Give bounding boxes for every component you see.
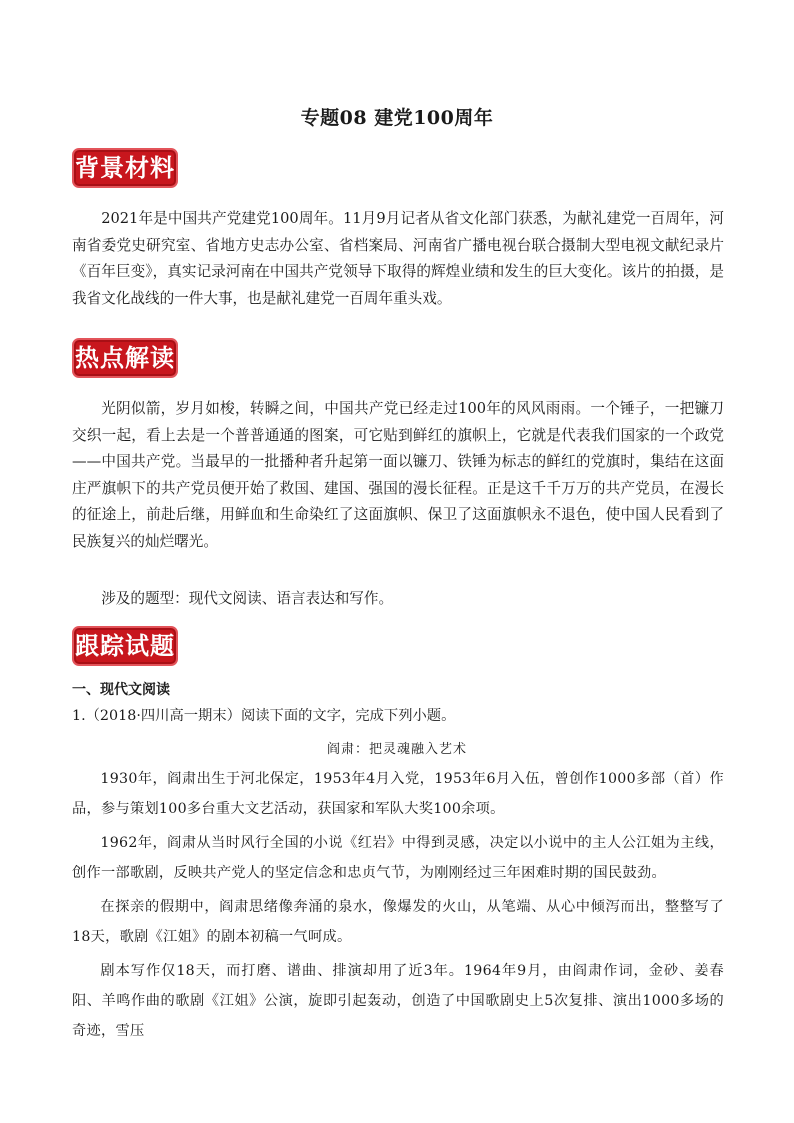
- background-banner-label: 背景材料: [75, 154, 175, 182]
- exercises-banner: [72, 626, 178, 666]
- hotspot-banner-label: 热点解读: [75, 344, 175, 372]
- hotspot-banner: [72, 338, 178, 378]
- passage-paragraph: 在探亲的假期中，阎肃思绪像奔涌的泉水，像爆发的火山，从笔端、从心中倾泻而出，整整写了18天，歌剧《江姐》的剧本初稿一气呵成。: [72, 899, 724, 945]
- hotspot-paragraph: 光阴似箭，岁月如梭，转瞬之间，中国共产党已经走过100年的风风雨雨。一个锤子，一把镰刀交织一起，看上去是一个普普通通的图案，可它贴到鲜红的旗帜上，它就是代表我们国家的一个政党——中国共产党。当最早的一批播种者升起第一面以镰刀、铁锤为标志的鲜红的党旗时，集结在这面庄严旗帜下的共产党员便开始了救国、建国、强国的漫长征程。正是这千千万万的共产党员，在漫长的征途上，前赴后继，用鲜血和生命染红了这面旗帜、保卫了这面旗帜永不退色，使中国人民看到了民族复兴的灿烂曙光。: [72, 400, 724, 550]
- question-stem: 1.（2018·四川高一期末）阅读下面的文字，完成下列小题。: [72, 708, 456, 724]
- passage-paragraph: 1962年，阎肃从当时风行全国的小说《红岩》中得到灵感，决定以小说中的主人公江姐为主线，创作一部歌剧，反映共产党人的坚定信念和忠贞气节，为刚刚经过三年困难时期的国民鼓劲。: [72, 835, 724, 881]
- section-heading: 一、现代文阅读: [72, 682, 170, 698]
- passage-title: 阎肃：把灵魂融入艺术: [326, 742, 467, 757]
- passage-paragraph: 剧本写作仅18天，而打磨、谱曲、排演却用了近3年。1964年9月，由阎肃作词，金砂、姜春阳、羊鸣作曲的歌剧《江姐》公演，旋即引起轰动，创造了中国歌剧史上5次复排、演出1000多场的奇迹，雪压: [72, 963, 724, 1039]
- background-banner: [72, 148, 178, 188]
- topics-line: 涉及的题型：现代文阅读、语言表达和写作。: [101, 590, 394, 607]
- passage-paragraph: 1930年，阎肃出生于河北保定，1953年4月入党，1953年6月入伍，曾创作1000多部（首）作品，参与策划100多台重大文艺活动，获国家和军队大奖100余项。: [72, 771, 724, 817]
- exercises-banner-label: 跟踪试题: [75, 632, 175, 660]
- background-paragraph: 2021年是中国共产党建党100周年。11月9月记者从省文化部门获悉，为献礼建党一百周年，河南省委党史研究室、省地方史志办公室、省档案局、河南省广播电视台联合摄制大型电视文献纪录片《百年巨变》，真实记录河南在中国共产党领导下取得的辉煌业绩和发生的巨大变化。该片的拍摄，是我省文化战线的一件大事，也是献礼建党一百周年重头戏。: [72, 210, 724, 307]
- page-title: 专题08 建党100周年: [300, 107, 494, 129]
